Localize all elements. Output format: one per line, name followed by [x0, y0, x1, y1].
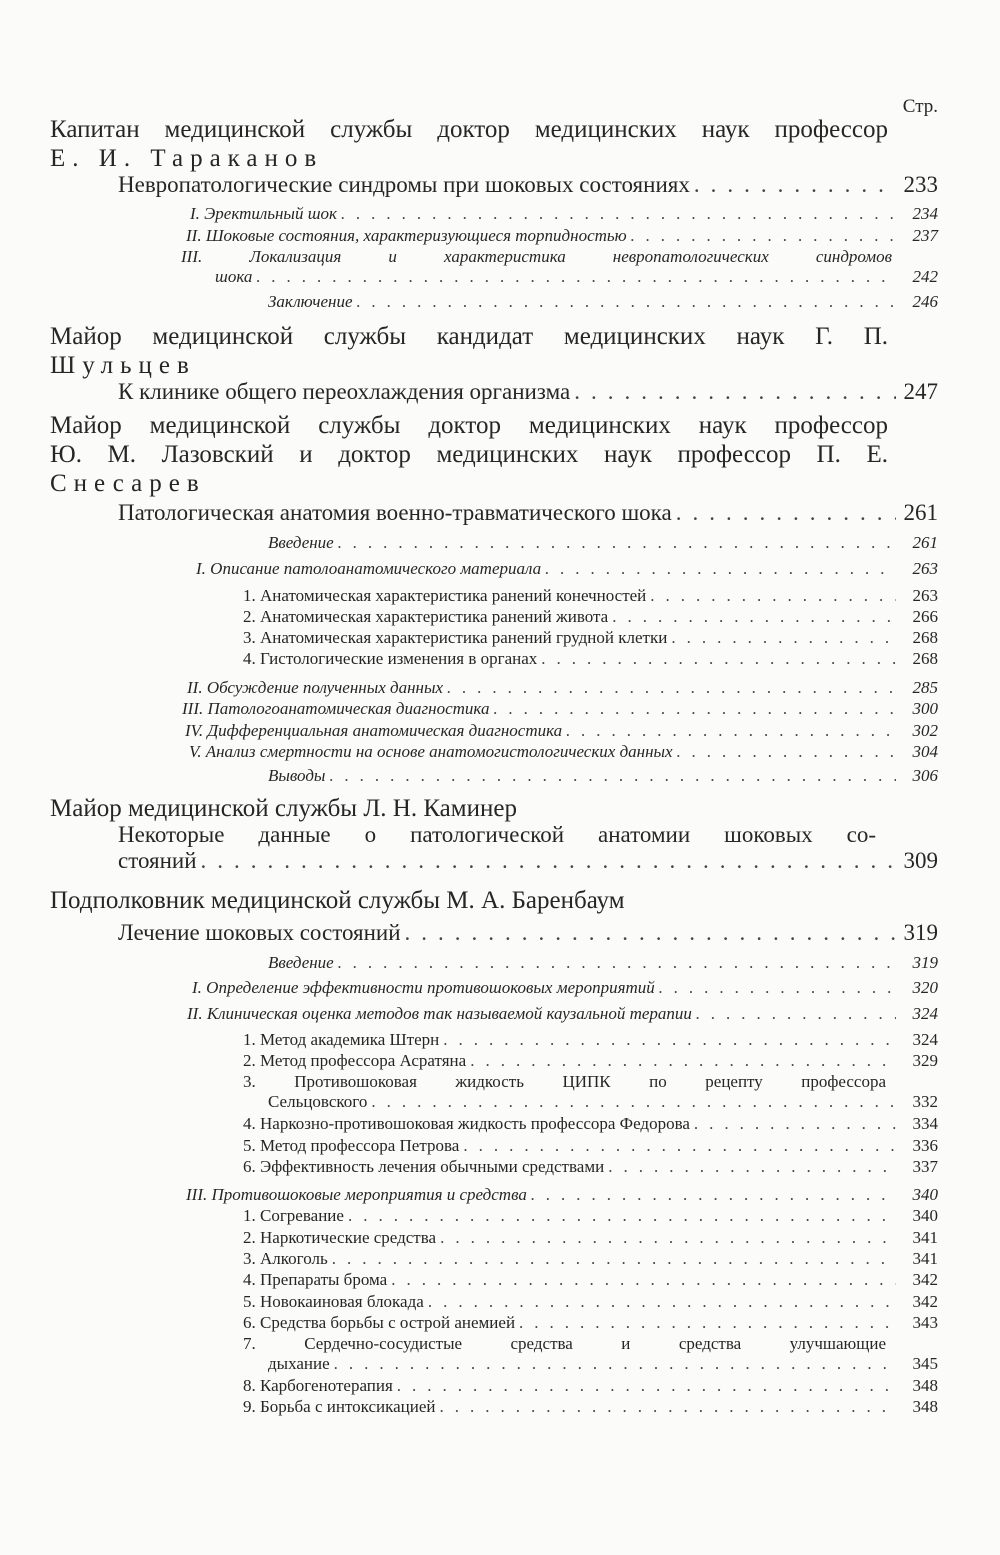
leader-dots — [405, 920, 896, 946]
section-title: Шоковые состояния, характеризующиеся торпидностью — [205, 226, 627, 245]
subsection-title: Анатомическая характеристика ранений живота — [260, 607, 609, 626]
section-number: III. — [182, 699, 204, 718]
leader-dots — [677, 742, 896, 762]
subsection-number: 9. — [243, 1397, 256, 1416]
subsection-number: 6. — [243, 1157, 256, 1176]
toc-article-title: Патологическая анатомия военно-травматического шока — [118, 500, 672, 525]
toc-section[interactable] — [192, 978, 938, 998]
leader-dots — [338, 533, 896, 553]
author-line: Е. И. Тараканов — [50, 145, 324, 172]
subsection-number: 3. — [243, 1249, 256, 1268]
leader-dots — [428, 1292, 896, 1312]
page-number: 234 — [912, 204, 938, 223]
subsection-title: Сердечно-сосудистые средства и средства улучшающие — [304, 1334, 886, 1353]
section-title: Патологоанатомическая диагностика — [207, 699, 490, 718]
toc-section[interactable] — [268, 766, 938, 786]
subsection-title: Противошоковая жидкость ЦИПК по рецепту профессора — [294, 1072, 886, 1091]
author-tarakanov — [50, 115, 888, 173]
page-number: 266 — [912, 607, 938, 626]
subsection-number: 2. — [243, 1051, 256, 1070]
toc-subsection[interactable] — [243, 1051, 938, 1071]
page-number: 340 — [912, 1185, 938, 1204]
subsection-number: 5. — [243, 1136, 256, 1155]
toc-subsection[interactable] — [243, 1292, 938, 1312]
author-line: Ю. М. Лазовский и доктор медицинских наук профессор П. Е. — [50, 441, 888, 468]
leader-dots — [531, 1185, 896, 1205]
subsection-title: Наркозно-противошоковая жидкость профессора Федорова — [260, 1114, 690, 1133]
section-number: V. — [189, 742, 202, 761]
toc-article-title-cont: стояний — [118, 848, 197, 873]
page-number: 334 — [912, 1114, 938, 1133]
subsection-title: Препараты брома — [260, 1270, 388, 1289]
section-number: II. — [187, 678, 203, 697]
toc-subsection[interactable] — [243, 1072, 938, 1112]
leader-dots — [574, 379, 896, 405]
toc-section[interactable] — [196, 559, 938, 579]
page-number: 306 — [912, 766, 938, 785]
toc-subsection[interactable] — [243, 1334, 938, 1374]
subsection-number: 1. — [243, 1030, 256, 1049]
leader-dots — [371, 1092, 896, 1112]
author-line: Снесарев — [50, 470, 206, 497]
page-number: 263 — [912, 586, 938, 605]
page-number: 261 — [903, 500, 938, 525]
leader-dots — [391, 1270, 896, 1290]
page-number: 242 — [912, 267, 938, 286]
section-title: Эректильный шок — [204, 204, 337, 223]
subsection-number: 2. — [243, 1228, 256, 1247]
subsection-number: 2. — [243, 607, 256, 626]
toc-section[interactable] — [182, 699, 938, 719]
page-number: 247 — [903, 379, 938, 404]
toc-section[interactable] — [187, 678, 938, 698]
section-title: Определение эффективности противошоковых мероприятий — [206, 978, 655, 997]
toc-section[interactable] — [190, 204, 938, 224]
subsection-number: 6. — [243, 1313, 256, 1332]
leader-dots — [470, 1051, 896, 1071]
author-lazovsky-snesarev — [50, 411, 888, 498]
leader-dots — [659, 978, 896, 998]
section-title: Обсуждение полученных данных — [206, 678, 444, 697]
leader-dots — [696, 1004, 896, 1024]
subsection-title: Новокаиновая блокада — [260, 1292, 424, 1311]
toc-article[interactable] — [118, 172, 938, 198]
toc-subsection[interactable] — [243, 1206, 938, 1226]
page-number: 337 — [912, 1157, 938, 1176]
leader-dots — [612, 607, 896, 627]
author-barenbaum — [50, 886, 625, 915]
leader-dots — [671, 628, 896, 648]
section-title: Клиническая оценка методов так называемой каузальной терапии — [206, 1004, 692, 1023]
leader-dots — [440, 1397, 896, 1417]
subsection-title: Метод профессора Петрова — [260, 1136, 460, 1155]
subsection-title: Средства борьбы с острой анемией — [260, 1313, 516, 1332]
page-number: 341 — [912, 1249, 938, 1268]
leader-dots — [256, 267, 896, 287]
toc-subsection[interactable] — [243, 1136, 938, 1156]
toc-subsection[interactable] — [243, 1249, 938, 1269]
toc-subsection[interactable] — [243, 1030, 938, 1050]
toc-section[interactable] — [187, 1004, 938, 1024]
leader-dots — [631, 226, 896, 246]
page-number: 324 — [912, 1030, 938, 1049]
page-number: 345 — [912, 1354, 938, 1373]
page-number: 246 — [912, 292, 938, 311]
section-title: Выводы — [268, 766, 326, 785]
author-line: Майор медицинской службы кандидат медицинских наук Г. П. — [50, 323, 888, 350]
leader-dots — [341, 204, 896, 224]
leader-dots — [348, 1206, 896, 1226]
page-number: 324 — [912, 1004, 938, 1023]
page-number: 332 — [912, 1092, 938, 1111]
leader-dots — [650, 586, 896, 606]
toc-subsection[interactable] — [243, 1376, 938, 1396]
leader-dots — [332, 1249, 896, 1269]
section-number: I. — [190, 204, 200, 223]
toc-section[interactable] — [181, 247, 938, 287]
subsection-title: Анатомическая характеристика ранений грудной клетки — [260, 628, 668, 647]
author-line: Майор медицинской службы доктор медицинских наук профессор — [50, 412, 888, 439]
page-number: 237 — [912, 226, 938, 245]
section-title: Описание патолоанатомического материала — [210, 559, 542, 578]
toc-section[interactable] — [186, 1185, 938, 1205]
leader-dots — [357, 292, 896, 312]
subsection-number: 4. — [243, 1270, 256, 1289]
section-title: Заключение — [268, 292, 353, 311]
leader-dots — [447, 678, 896, 698]
leader-dots — [338, 953, 896, 973]
leader-dots — [397, 1376, 896, 1396]
subsection-title: Метод профессора Асратяна — [260, 1051, 467, 1070]
toc-article[interactable] — [118, 379, 938, 405]
leader-dots — [493, 699, 896, 719]
leader-dots — [608, 1157, 896, 1177]
page-number: 343 — [912, 1313, 938, 1332]
subsection-number: 1. — [243, 1206, 256, 1225]
section-title: Введение — [268, 953, 334, 972]
subsection-number: 3. — [243, 628, 256, 647]
subsection-number: 4. — [243, 649, 256, 668]
section-number: III. — [186, 1185, 208, 1204]
toc-subsection[interactable] — [243, 1228, 938, 1248]
leader-dots — [443, 1030, 896, 1050]
page-number: 342 — [912, 1270, 938, 1289]
section-title: Введение — [268, 533, 334, 552]
page-number: 348 — [912, 1397, 938, 1416]
toc-article[interactable] — [118, 500, 938, 526]
page-number: 348 — [912, 1376, 938, 1395]
toc-subsection[interactable] — [243, 1270, 938, 1290]
leader-dots — [334, 1354, 896, 1374]
toc-subsection[interactable] — [243, 649, 938, 669]
toc-subsection[interactable] — [243, 1397, 938, 1417]
leader-dots — [329, 766, 896, 786]
page-number: 300 — [912, 699, 938, 718]
subsection-title: Эффективность лечения обычными средствами — [260, 1157, 605, 1176]
toc-subsection[interactable] — [243, 1313, 938, 1333]
toc-article-title: Некоторые данные о патологической анатомии шоковых со- — [118, 822, 876, 847]
section-number: II. — [187, 1004, 203, 1023]
page-number: 341 — [912, 1228, 938, 1247]
page-number: 319 — [903, 920, 938, 945]
page-number: 285 — [912, 678, 938, 697]
author-line: Подполковник медицинской службы М. А. Баренбаум — [50, 887, 625, 914]
page-number: 268 — [912, 649, 938, 668]
toc-section[interactable] — [186, 226, 938, 246]
leader-dots — [676, 500, 896, 526]
section-number: I. — [196, 559, 206, 578]
page-number: 320 — [912, 978, 938, 997]
leader-dots — [541, 649, 896, 669]
leader-dots — [694, 1114, 896, 1134]
page-number: 319 — [912, 953, 938, 972]
section-title: Анализ смертности на основе анатомогистологических данных — [205, 742, 673, 761]
toc-subsection[interactable] — [243, 607, 938, 627]
toc-article-title: Невропатологические синдромы при шоковых состояниях — [118, 172, 690, 197]
subsection-title: Анатомическая характеристика ранений конечностей — [260, 586, 647, 605]
page-number: 233 — [903, 172, 938, 197]
toc-article-title: К клинике общего переохлаждения организма — [118, 379, 571, 404]
author-line: Шульцев — [50, 352, 196, 379]
subsection-number: 3. — [243, 1072, 256, 1091]
page-number: 336 — [912, 1136, 938, 1155]
section-number: III. — [181, 247, 203, 266]
section-title: Противошоковые мероприятия и средства — [211, 1185, 527, 1204]
toc-subsection[interactable] — [243, 586, 938, 606]
subsection-number: 7. — [243, 1334, 256, 1353]
page-number: 261 — [912, 533, 938, 552]
section-title-cont: шока — [215, 267, 253, 286]
subsection-title: Наркотические средства — [260, 1228, 437, 1247]
section-number: II. — [186, 226, 202, 245]
subsection-number: 4. — [243, 1114, 256, 1133]
leader-dots — [545, 559, 896, 579]
leader-dots — [566, 721, 896, 741]
toc-article-title: Лечение шоковых состояний — [118, 920, 401, 945]
subsection-title-cont: Сельцовского — [268, 1092, 368, 1111]
leader-dots — [463, 1136, 896, 1156]
section-number: IV. — [185, 721, 204, 740]
subsection-title-cont: дыхание — [268, 1354, 330, 1373]
subsection-title: Алкоголь — [260, 1249, 328, 1268]
page-number: 309 — [903, 848, 938, 873]
toc-article[interactable] — [118, 920, 938, 946]
leader-dots — [201, 848, 896, 874]
leader-dots — [694, 172, 896, 198]
toc-section[interactable] — [268, 292, 938, 312]
toc-subsection[interactable] — [243, 1157, 938, 1177]
toc-section[interactable] — [268, 953, 938, 973]
subsection-title: Метод академика Штерн — [260, 1030, 440, 1049]
subsection-title: Карбогенотерапия — [260, 1376, 393, 1395]
subsection-title: Согревание — [260, 1206, 344, 1225]
toc-subsection[interactable] — [243, 1114, 938, 1134]
toc-section[interactable] — [189, 742, 938, 762]
section-title: Дифференциальная анатомическая диагностика — [207, 721, 563, 740]
section-title: Локализация и характеристика невропатологических синдромов — [249, 247, 893, 266]
subsection-number: 1. — [243, 586, 256, 605]
toc-section[interactable] — [185, 721, 938, 741]
page-number: 268 — [912, 628, 938, 647]
toc-subsection[interactable] — [243, 628, 938, 648]
subsection-number: 8. — [243, 1376, 256, 1395]
author-line: Майор медицинской службы Л. Н. Каминер — [50, 795, 517, 822]
author-line: Капитан медицинской службы доктор медицинских наук профессор — [50, 116, 888, 143]
toc-section[interactable] — [268, 533, 938, 553]
section-number: I. — [192, 978, 202, 997]
page-number: 340 — [912, 1206, 938, 1225]
page-number: 342 — [912, 1292, 938, 1311]
leader-dots — [519, 1313, 896, 1333]
subsection-number: 5. — [243, 1292, 256, 1311]
subsection-title: Борьба с интоксикацией — [260, 1397, 436, 1416]
page-number: 329 — [912, 1051, 938, 1070]
toc-article[interactable] — [118, 822, 938, 874]
page-number: 304 — [912, 742, 938, 761]
page-column-label: Стр. — [902, 96, 938, 117]
leader-dots — [440, 1228, 896, 1248]
page-number: 302 — [912, 721, 938, 740]
page-number: 263 — [912, 559, 938, 578]
author-shultsev — [50, 322, 888, 380]
author-kaminer — [50, 794, 517, 823]
subsection-title: Гистологические изменения в органах — [260, 649, 538, 668]
